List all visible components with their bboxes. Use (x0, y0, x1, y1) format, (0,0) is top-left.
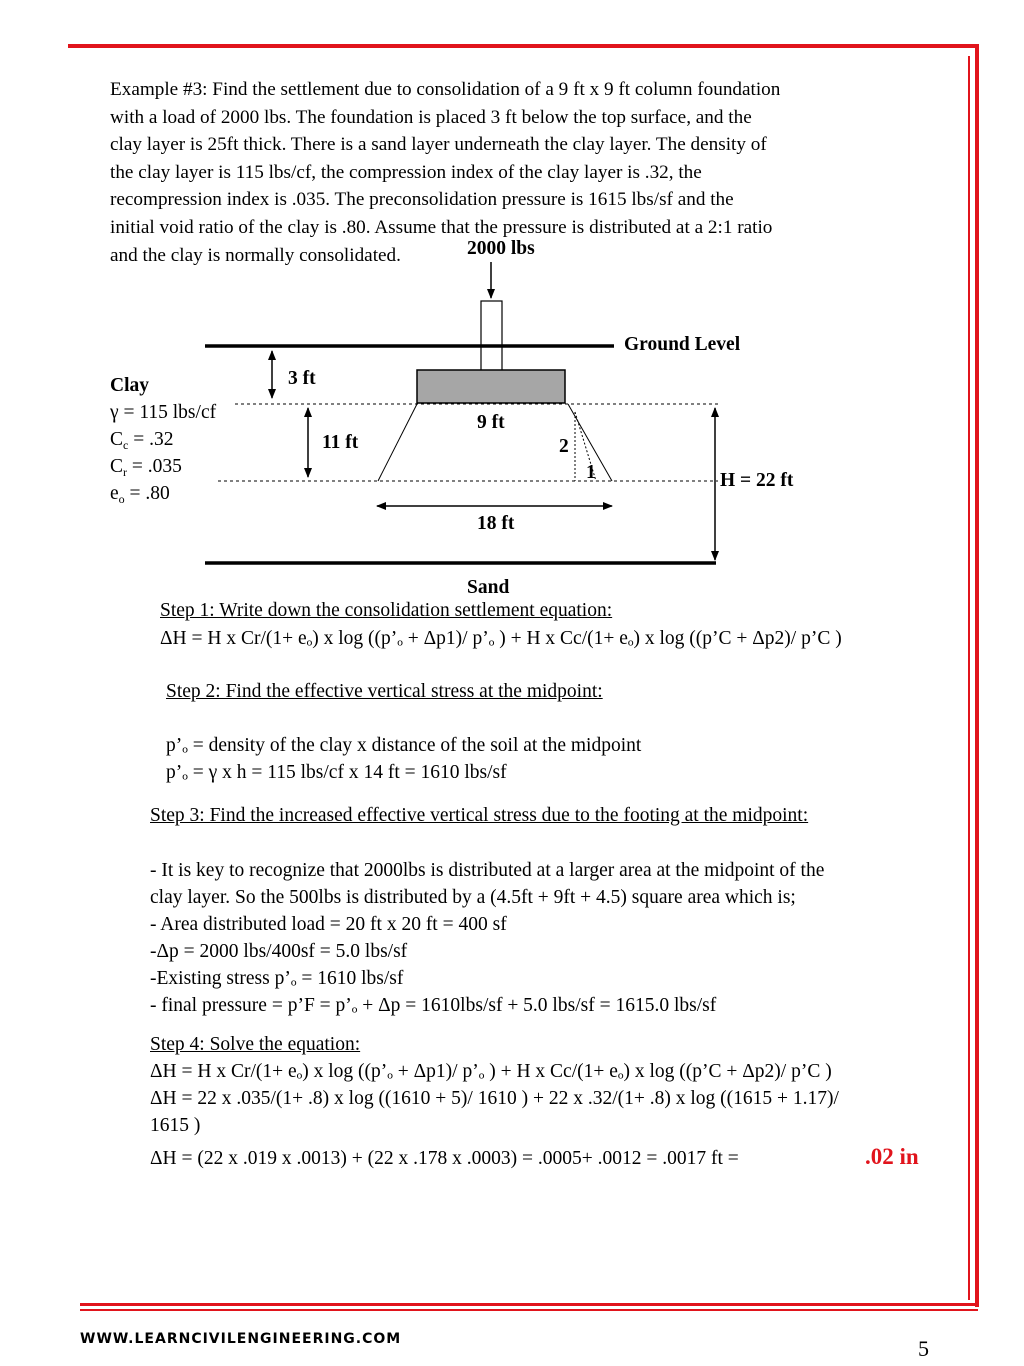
distribution-line-left (378, 404, 417, 481)
step3-line: clay layer. So the 500lbs is distributed by a (4.5ft + 9ft + 4.5) square area which is; (150, 887, 796, 908)
clay-cr (110, 453, 216, 480)
cr-symbol: C (110, 456, 124, 477)
step4-line: 1615 ) (150, 1115, 201, 1136)
clay-properties (110, 372, 216, 507)
step1-equation: ΔH = H x Cr/(1+ eₒ) x log ((p’ₒ + Δp1)/ p’ₒ ) + H x Cc/(1+ eₒ) x log ((p’C + Δp2)/ p’C ) (160, 628, 842, 649)
height-label: 11 ft (322, 432, 359, 453)
step3-line: -Existing stress p’ₒ = 1610 lbs/sf (150, 968, 404, 989)
distributed-width-label: 18 ft (477, 513, 515, 534)
step2-title: Step 2: Find the effective vertical stress at the midpoint: (166, 681, 603, 702)
problem-line: recompression index is .035. The preconsolidation pressure is 1615 lbs/sf and the (110, 189, 734, 211)
cc-symbol: C (110, 429, 124, 450)
clay-eo (110, 480, 216, 507)
step3-line: -Δp = 2000 lbs/400sf = 5.0 lbs/sf (150, 941, 408, 962)
load-label: 2000 lbs (467, 238, 535, 259)
final-answer: .02 in (865, 1144, 919, 1169)
step3-title: Step 3: Find the increased effective vertical stress due to the footing at the midpoint: (150, 805, 809, 826)
step3-line: - Area distributed load = 20 ft x 20 ft = 400 sf (150, 914, 507, 935)
step4-title: Step 4: Solve the equation: (150, 1034, 361, 1055)
cr-subscript: r (123, 465, 128, 479)
depth-label: 3 ft (288, 368, 316, 389)
cc-subscript: c (123, 438, 129, 452)
step4-line: ΔH = 22 x .035/(1+ .8) x log ((1610 + 5)/ 1610 ) + 22 x .32/(1+ .8) x log ((1615 + 1.17)/ (150, 1088, 839, 1109)
problem-line: the clay layer is 115 lbs/cf, the compression index of the clay layer is .32, the (110, 161, 702, 183)
clay-gamma: γ = 115 lbs/cf (110, 402, 217, 423)
eo-subscript: o (118, 492, 125, 506)
clay-title: Clay (110, 375, 149, 396)
page-border-bottom (80, 1303, 978, 1306)
slope-ratio-vertical: 2 (559, 436, 569, 457)
footing (417, 370, 565, 403)
problem-line: initial void ratio of the clay is .80. Assume that the pressure is distributed at a 2:1 ratio (110, 216, 773, 238)
step4-line: ΔH = (22 x .019 x .0013) + (22 x .178 x .0003) = .0005+ .0012 = .0017 ft = (150, 1148, 739, 1169)
column (481, 301, 502, 371)
sand-label: Sand (467, 577, 510, 598)
step3-line: - final pressure = p’F = p’ₒ + Δp = 1610lbs/sf + 5.0 lbs/sf = 1615.0 lbs/sf (150, 995, 717, 1016)
problem-line: and the clay is normally consolidated. (110, 244, 401, 266)
step2-line: p’ₒ = γ x h = 115 lbs/cf x 14 ft = 1610 lbs/sf (166, 762, 507, 783)
problem-line: Example #3: Find the settlement due to consolidation of a 9 ft x 9 ft column foundation (110, 79, 781, 100)
problem-line: clay layer is 25ft thick. There is a sand layer underneath the clay layer. The density of (110, 134, 767, 156)
footing-width-label: 9 ft (477, 412, 505, 433)
ground-level-label: Ground Level (624, 334, 741, 355)
step1-title: Step 1: Write down the consolidation settlement equation: (160, 600, 613, 621)
eo-symbol: e (110, 483, 119, 504)
eo-value: = .80 (124, 483, 170, 504)
layer-height-label: H = 22 ft (720, 470, 794, 491)
step2-line: p’ₒ = density of the clay x distance of the soil at the midpoint (166, 735, 642, 756)
step4-line: ΔH = H x Cr/(1+ eₒ) x log ((p’ₒ + Δp1)/ p’ₒ ) + H x Cc/(1+ eₒ) x log ((p’C + Δp2)/ p’C ) (150, 1061, 832, 1082)
step3-line: - It is key to recognize that 2000lbs is distributed at a larger area at the midpoint of the (150, 860, 825, 881)
page-number: 5 (918, 1336, 929, 1361)
clay-cc (110, 426, 216, 453)
slope-ratio-horizontal: 1 (586, 462, 596, 483)
problem-line: with a load of 2000 lbs. The foundation is placed 3 ft below the top surface, and the (110, 106, 752, 128)
page-border-bottom-inner (80, 1309, 978, 1311)
cc-value: = .32 (128, 429, 174, 450)
cr-value: = .035 (127, 456, 182, 477)
footer-website: WWW.LEARNCIVILENGINEERING.COM (80, 1331, 402, 1347)
